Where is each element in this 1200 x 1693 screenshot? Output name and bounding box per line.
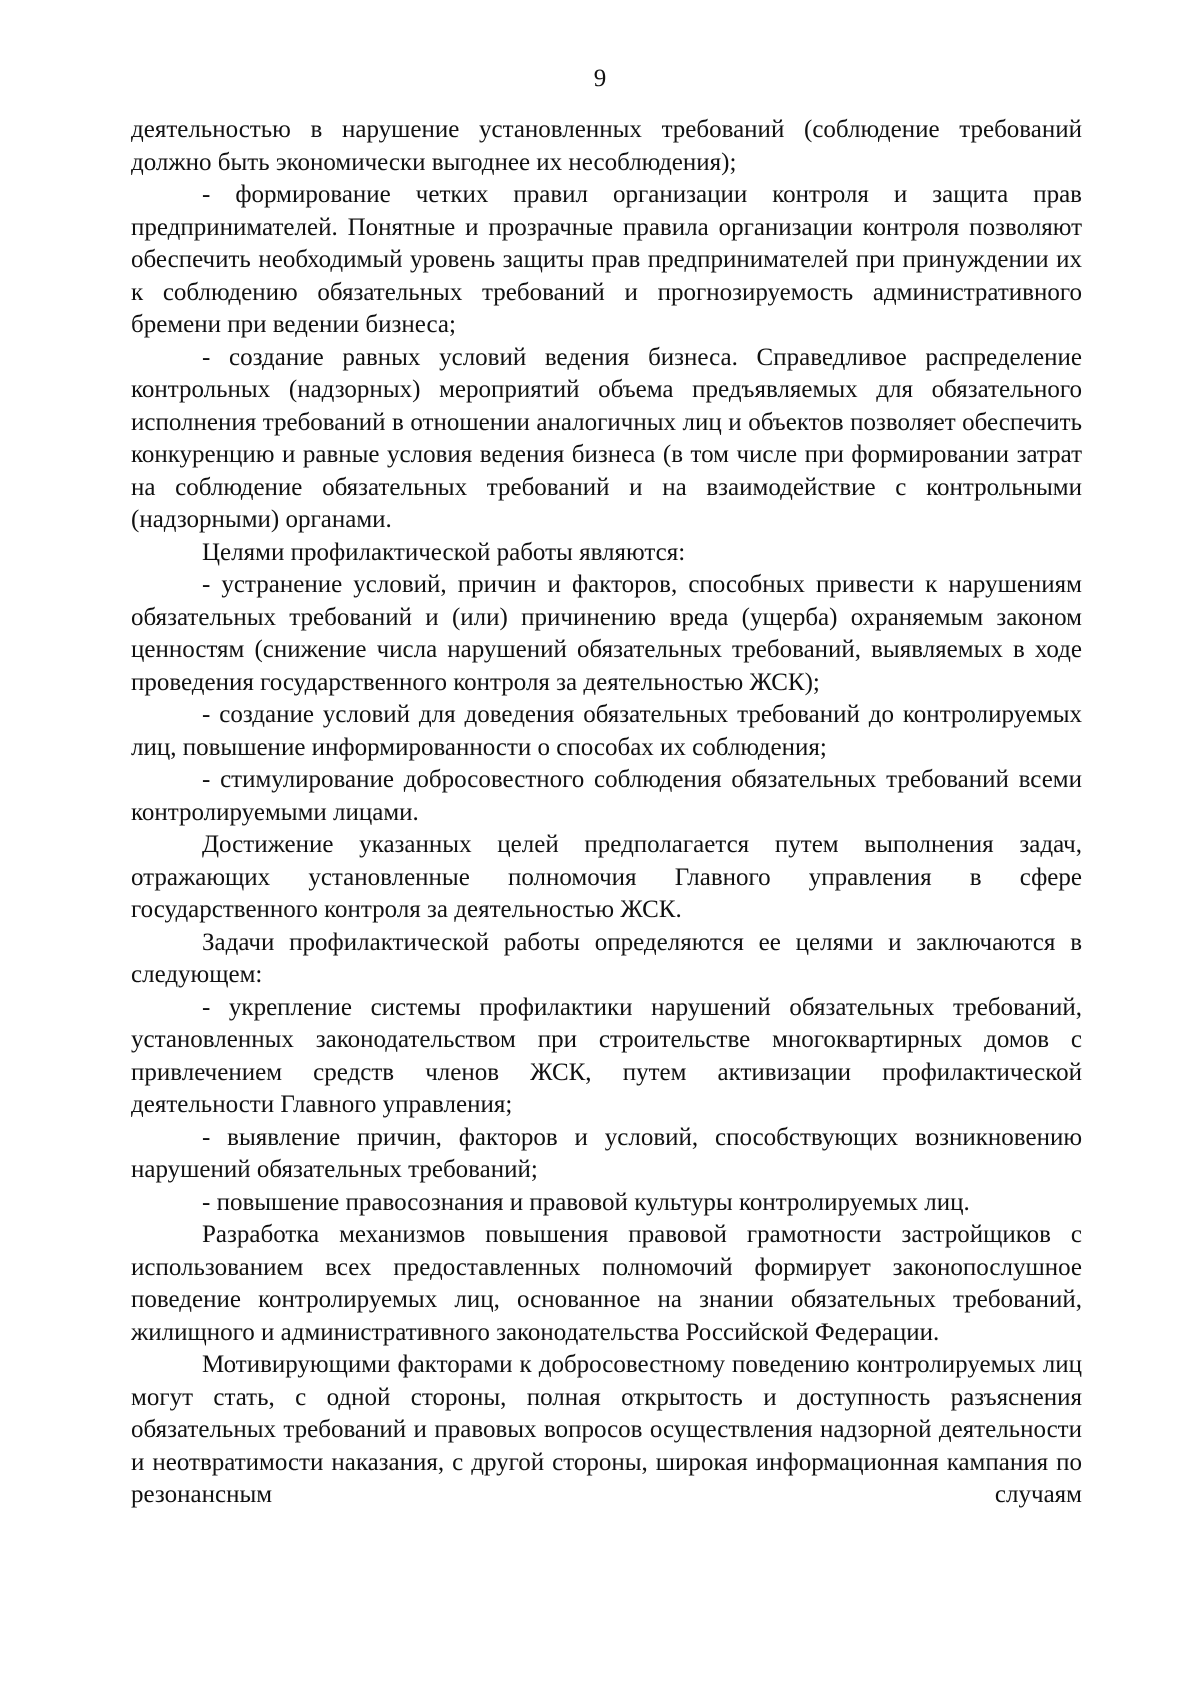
paragraph-list-item: - устранение условий, причин и факторов, способных привести к нарушениям обязательных требований и (или) причинению вреда (ущерба) охраняемым законом ценностям (снижение числа нарушений обязательных требований, выявляемых в ходе проведения государственного контроля за деятельностью ЖСК); [131, 571, 1082, 696]
paragraph-list-item: - создание условий для доведения обязательных требований до контролируемых лиц, повышение информированности о способах их соблюдения; [131, 701, 1082, 761]
paragraph-list-item: - укрепление системы профилактики нарушений обязательных требований, установленных законодательством при строительстве многоквартирных домов с привлечением средств членов ЖСК, путем активизации профилактической деятельности Главного управления; [131, 993, 1082, 1118]
paragraph-continuation: деятельностью в нарушение установленных требований (соблюдение требований должно быть экономически выгоднее их несоблюдения); [131, 116, 1082, 176]
paragraph: Целями профилактической работы являются: [202, 538, 686, 566]
body-text [131, 114, 1082, 1512]
paragraph-list-item: - повышение правосознания и правовой культуры контролируемых лиц. [202, 1188, 970, 1216]
page-number: 9 [593, 65, 607, 92]
paragraph: Достижение указанных целей предполагается путем выполнения задач, отражающих установленные полномочия Главного управления в сфере государственного контроля за деятельностью ЖСК. [131, 831, 1082, 923]
paragraph-list-item: - создание равных условий ведения бизнеса. Справедливое распределение контрольных (надзорных) мероприятий объема предъявляемых для обязательного исполнения требований в отношении аналогичных лиц и объектов позволяет обеспечить конкуренцию и равные условия ведения бизнеса (в том числе при формировании затрат на соблюдение обязательных требований и на взаимодействие с контрольными (надзорными) органами. [131, 343, 1082, 533]
paragraph-list-item: - выявление причин, факторов и условий, способствующих возникновению нарушений обязательных требований; [131, 1123, 1082, 1183]
paragraph-list-item: - стимулирование добросовестного соблюдения обязательных требований всеми контролируемыми лицами. [131, 766, 1082, 826]
paragraph: Разработка механизмов повышения правовой грамотности застройщиков с использованием всех предоставленных полномочий формирует законопослушное поведение контролируемых лиц, основанное на знании обязательных требований, жилищного и административного законодательства Российской Федерации. [131, 1221, 1082, 1346]
paragraph-list-item: - формирование четких правил организации контроля и защита прав предпринимателей. Понятные и прозрачные правила организации контроля позволяют обеспечить необходимый уровень защиты прав предпринимателей при принуждении их к соблюдению обязательных требований и прогнозируемость административного бремени при ведении бизнеса; [131, 181, 1082, 338]
paragraph: Мотивирующими факторами к добросовестному поведению контролируемых лиц могут стать, с одной стороны, полная открытость и доступность разъяснения обязательных требований и правовых вопросов осуществления надзорной деятельности и неотвратимости наказания, с другой стороны, широкая информационная кампания по резонансным случаям [131, 1351, 1082, 1508]
paragraph: Задачи профилактической работы определяются ее целями и заключаются в следующем: [131, 928, 1082, 988]
